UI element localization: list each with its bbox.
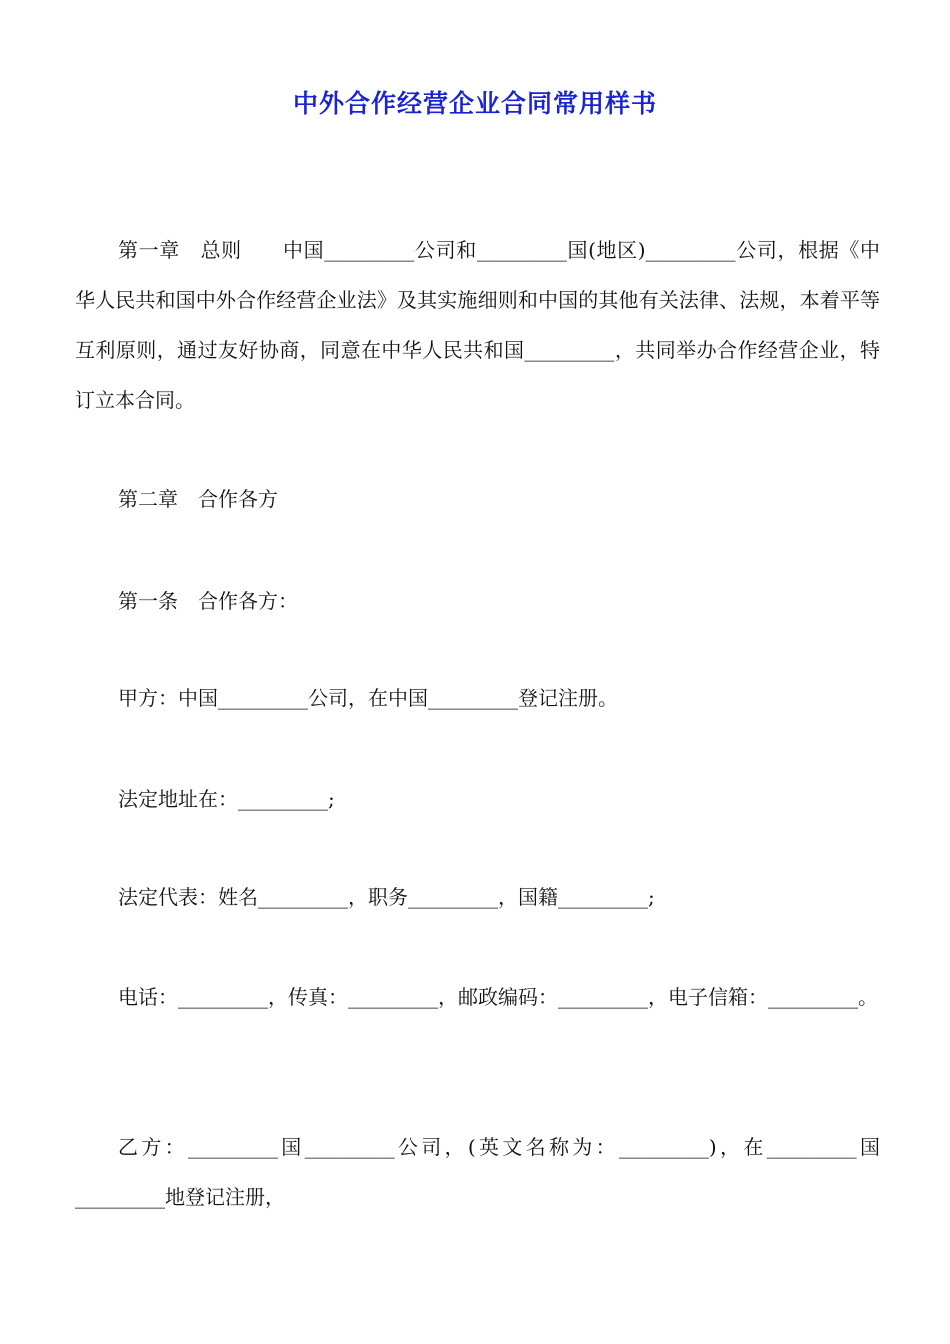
article-one-heading: 第一条 合作各方：: [118, 589, 298, 613]
chapter-two-heading: 第二章 合作各方: [118, 487, 278, 511]
legal-representative-line: 法定代表：姓名_________，职务_________，国籍_________;: [118, 885, 655, 909]
contact-info-line: 电话：_________，传真：_________，邮政编码：_________，电子信箱：_________。: [118, 985, 878, 1009]
party-b-line: 乙方：_________国_________公司，(英文名称为：_________)，在_________国_________地登记注册，: [75, 1135, 880, 1209]
party-a-line: 甲方：中国_________公司，在中国_________登记注册。: [118, 686, 618, 710]
legal-address-line: 法定地址在：_________;: [118, 787, 335, 811]
document-title: 中外合作经营企业合同常用样书: [292, 89, 657, 118]
chapter-one-paragraph: 第一章 总则 中国_________公司和_________国(地区)_________公司，根据《中华人民共和国中外合作经营企业法》及其实施细则和中国的其他有关法律、法规，本着平等互利原则，通过友好协商，同意在中华人民共和国_________，共同举办合作经营企业，特订立本合同。: [75, 238, 880, 412]
